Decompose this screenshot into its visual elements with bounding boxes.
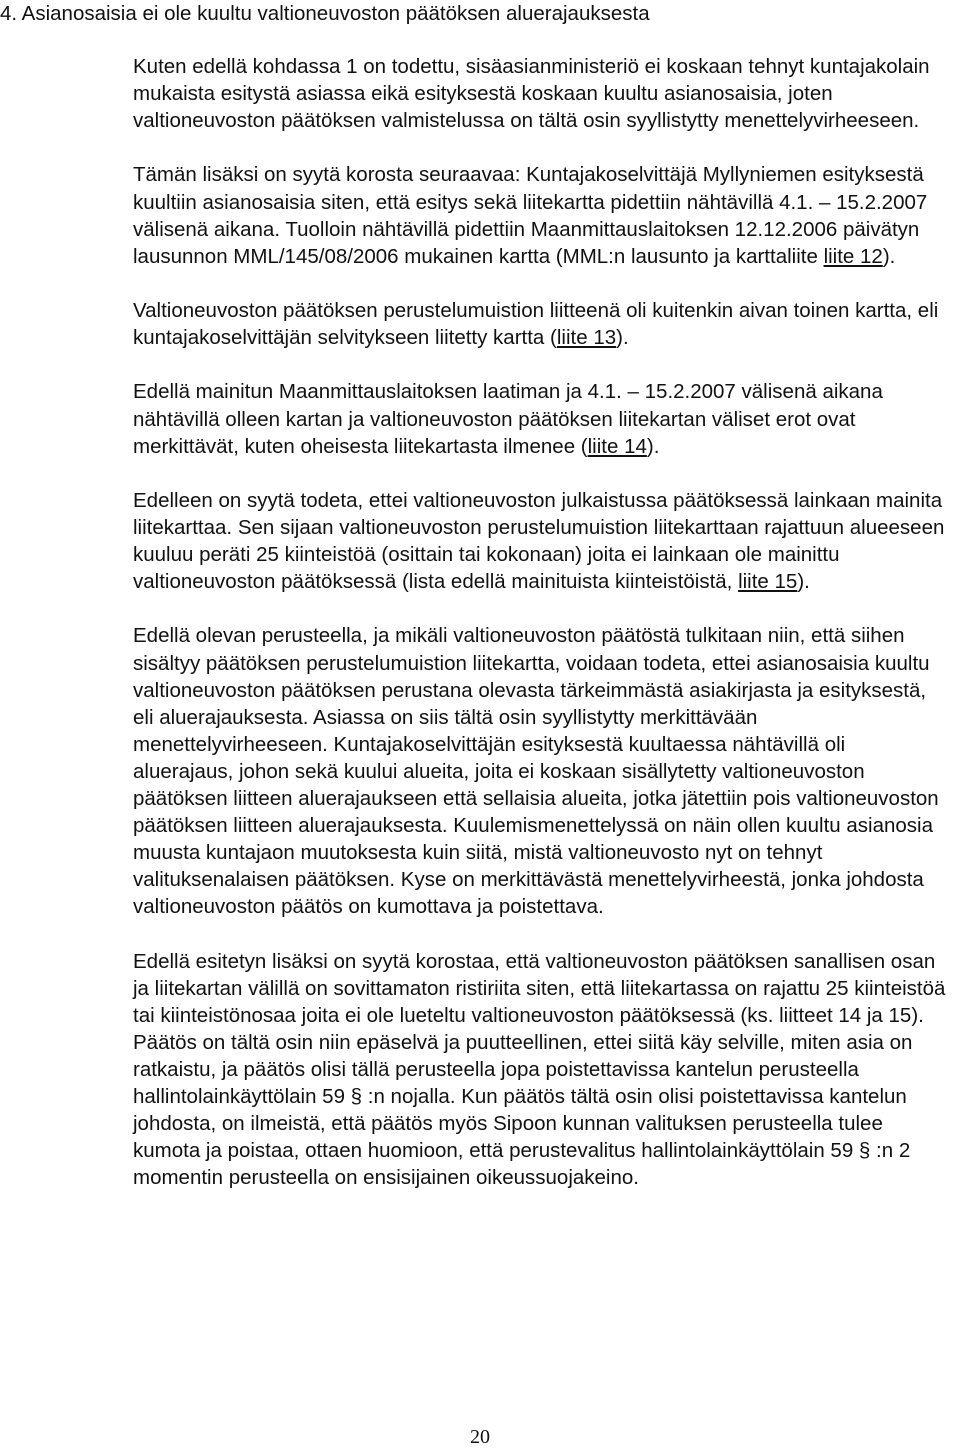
attachment-reference: liite 15 [738,570,798,594]
paragraph-text: Edellä esitetyn lisäksi on syytä korostaa, että valtioneuvoston päätöksen sanallisen osan ja liitekartan välillä on sovittamaton ristiriita siten, että liitekartassa on rajattu 25 kiinteistöä tai kiinteistönosaa joita ei ole lueteltu valtioneuvoston päätöksessä (ks. liitteet 14 ja 15). Päätös on tältä osin niin epäselvä ja puutteellinen, ettei siitä käy selville, miten asia on ratkaistu, ja päätös olisi tällä perusteella jopa poistettavissa kantelun perusteella hallintolainkäyttölain 59 § :n nojalla. Kun päätös tältä osin olisi poistettavissa kantelun johdosta, on ilmeistä, että päätös myös Sipoon kunnan valituksen perusteella tulee kumota ja poistaa, ottaen huomioon, että perustevalitus hallintolainkäyttölain 59 § :n 2 momentin perusteella on ensisijainen oikeussuojakeino. [133,949,946,1190]
document-body [133,53,951,1192]
paragraph-2 [133,161,951,269]
paragraph-5 [133,487,951,595]
page-number: 20 [470,1426,490,1448]
paragraph-text: Tämän lisäksi on syytä korosta seuraavaa: Kuntajakoselvittäjä Myllyniemen esityksestä kuultiin asianosaisia siten, että esitys sekä liitekartta pidettiin nähtävillä 4.1. – 15.2.2007 välisenä aikana. Tuolloin nähtävillä pidettiin Maanmittauslaitoksen 12.12.2006 päivätyn lausunnon MML/145/08/2006 mukainen kartta (MML:n lausunto ja karttaliite [133,163,928,268]
attachment-reference: liite 14 [587,434,647,458]
paragraph-text: Edellä mainitun Maanmittauslaitoksen laatiman ja 4.1. – 15.2.2007 välisenä aikana nähtävillä olleen kartan ja valtioneuvoston päätöksen liitekartan väliset erot ovat merkittävät, kuten oheisesta liitekartasta ilmenee ( [133,380,883,458]
paragraph-text: Valtioneuvoston päätöksen perustelumuistion liitteenä oli kuitenkin aivan toinen kartta, eli kuntajakoselvittäjän selvitykseen liitetty kartta ( [133,299,939,350]
paragraph-6 [133,622,951,920]
paragraph-4 [133,378,951,459]
paragraph-text: Kuten edellä kohdassa 1 on todettu, sisäasianministeriö ei koskaan tehnyt kuntajakolain mukaista esitystä asiassa eikä esityksestä koskaan kuultu asianosaisia, joten valtioneuvoston päätöksen valmistelussa on tältä osin syyllistytty menettelyvirheeseen. [133,55,930,133]
paragraph-7 [133,948,951,1192]
paragraph-text: ). [797,570,810,594]
paragraph-text: Edelleen on syytä todeta, ettei valtioneuvoston julkaistussa päätöksessä lainkaan mainita liitekarttaa. Sen sijaan valtioneuvoston perustelumuistion liitekarttaan rajattuun alueeseen kuuluu peräti 25 kiinteistöä (osittain tai kokonaan) joita ei lainkaan ole mainittu valtioneuvoston päätöksessä (lista edellä mainituista kiinteistöistä, [133,488,945,594]
paragraph-text: ). [882,244,896,268]
section-heading: 4. Asianosaisia ei ole kuultu valtioneuvoston päätöksen aluerajauksesta [0,2,650,25]
paragraph-3 [133,297,951,351]
attachment-reference: liite 13 [556,326,617,350]
paragraph-text: ). [646,434,660,458]
paragraph-text: Edellä olevan perusteella, ja mikäli valtioneuvoston päätöstä tulkitaan niin, että siihen sisältyy päätöksen perustelumuistion liitekartta, voidaan todeta, ettei asianosaisia kuultu valtioneuvoston päätöksen perustana olevasta tärkeimmästä asiakirjasta ja esityksestä, eli aluerajauksesta. Asiassa on siis tältä osin syyllistytty merkittävään menettelyvirheeseen. Kuntajakoselvittäjän esityksestä kuultaessa nähtävillä oli aluerajaus, johon sekä kuului alueita, joita ei koskaan sisällytetty valtioneuvoston päätöksen liitteen aluerajaukseen että sellaisia alueita, jotka jätettiin pois valtioneuvoston päätöksen liitteen aluerajauksesta. Kuulemismenettelyssä on näin ollen kuultu asianosia muusta kuntajaon muutoksesta kuin siitä, mistä valtioneuvosto nyt on tehnyt valituksenalaisen päätöksen. Kyse on merkittävästä menettelyvirheestä, jonka johdosta valtioneuvoston päätös on kumottava ja poistettava. [133,624,939,919]
paragraph-text: ). [616,326,629,350]
paragraph-1 [133,53,951,134]
attachment-reference: liite 12 [823,244,883,268]
